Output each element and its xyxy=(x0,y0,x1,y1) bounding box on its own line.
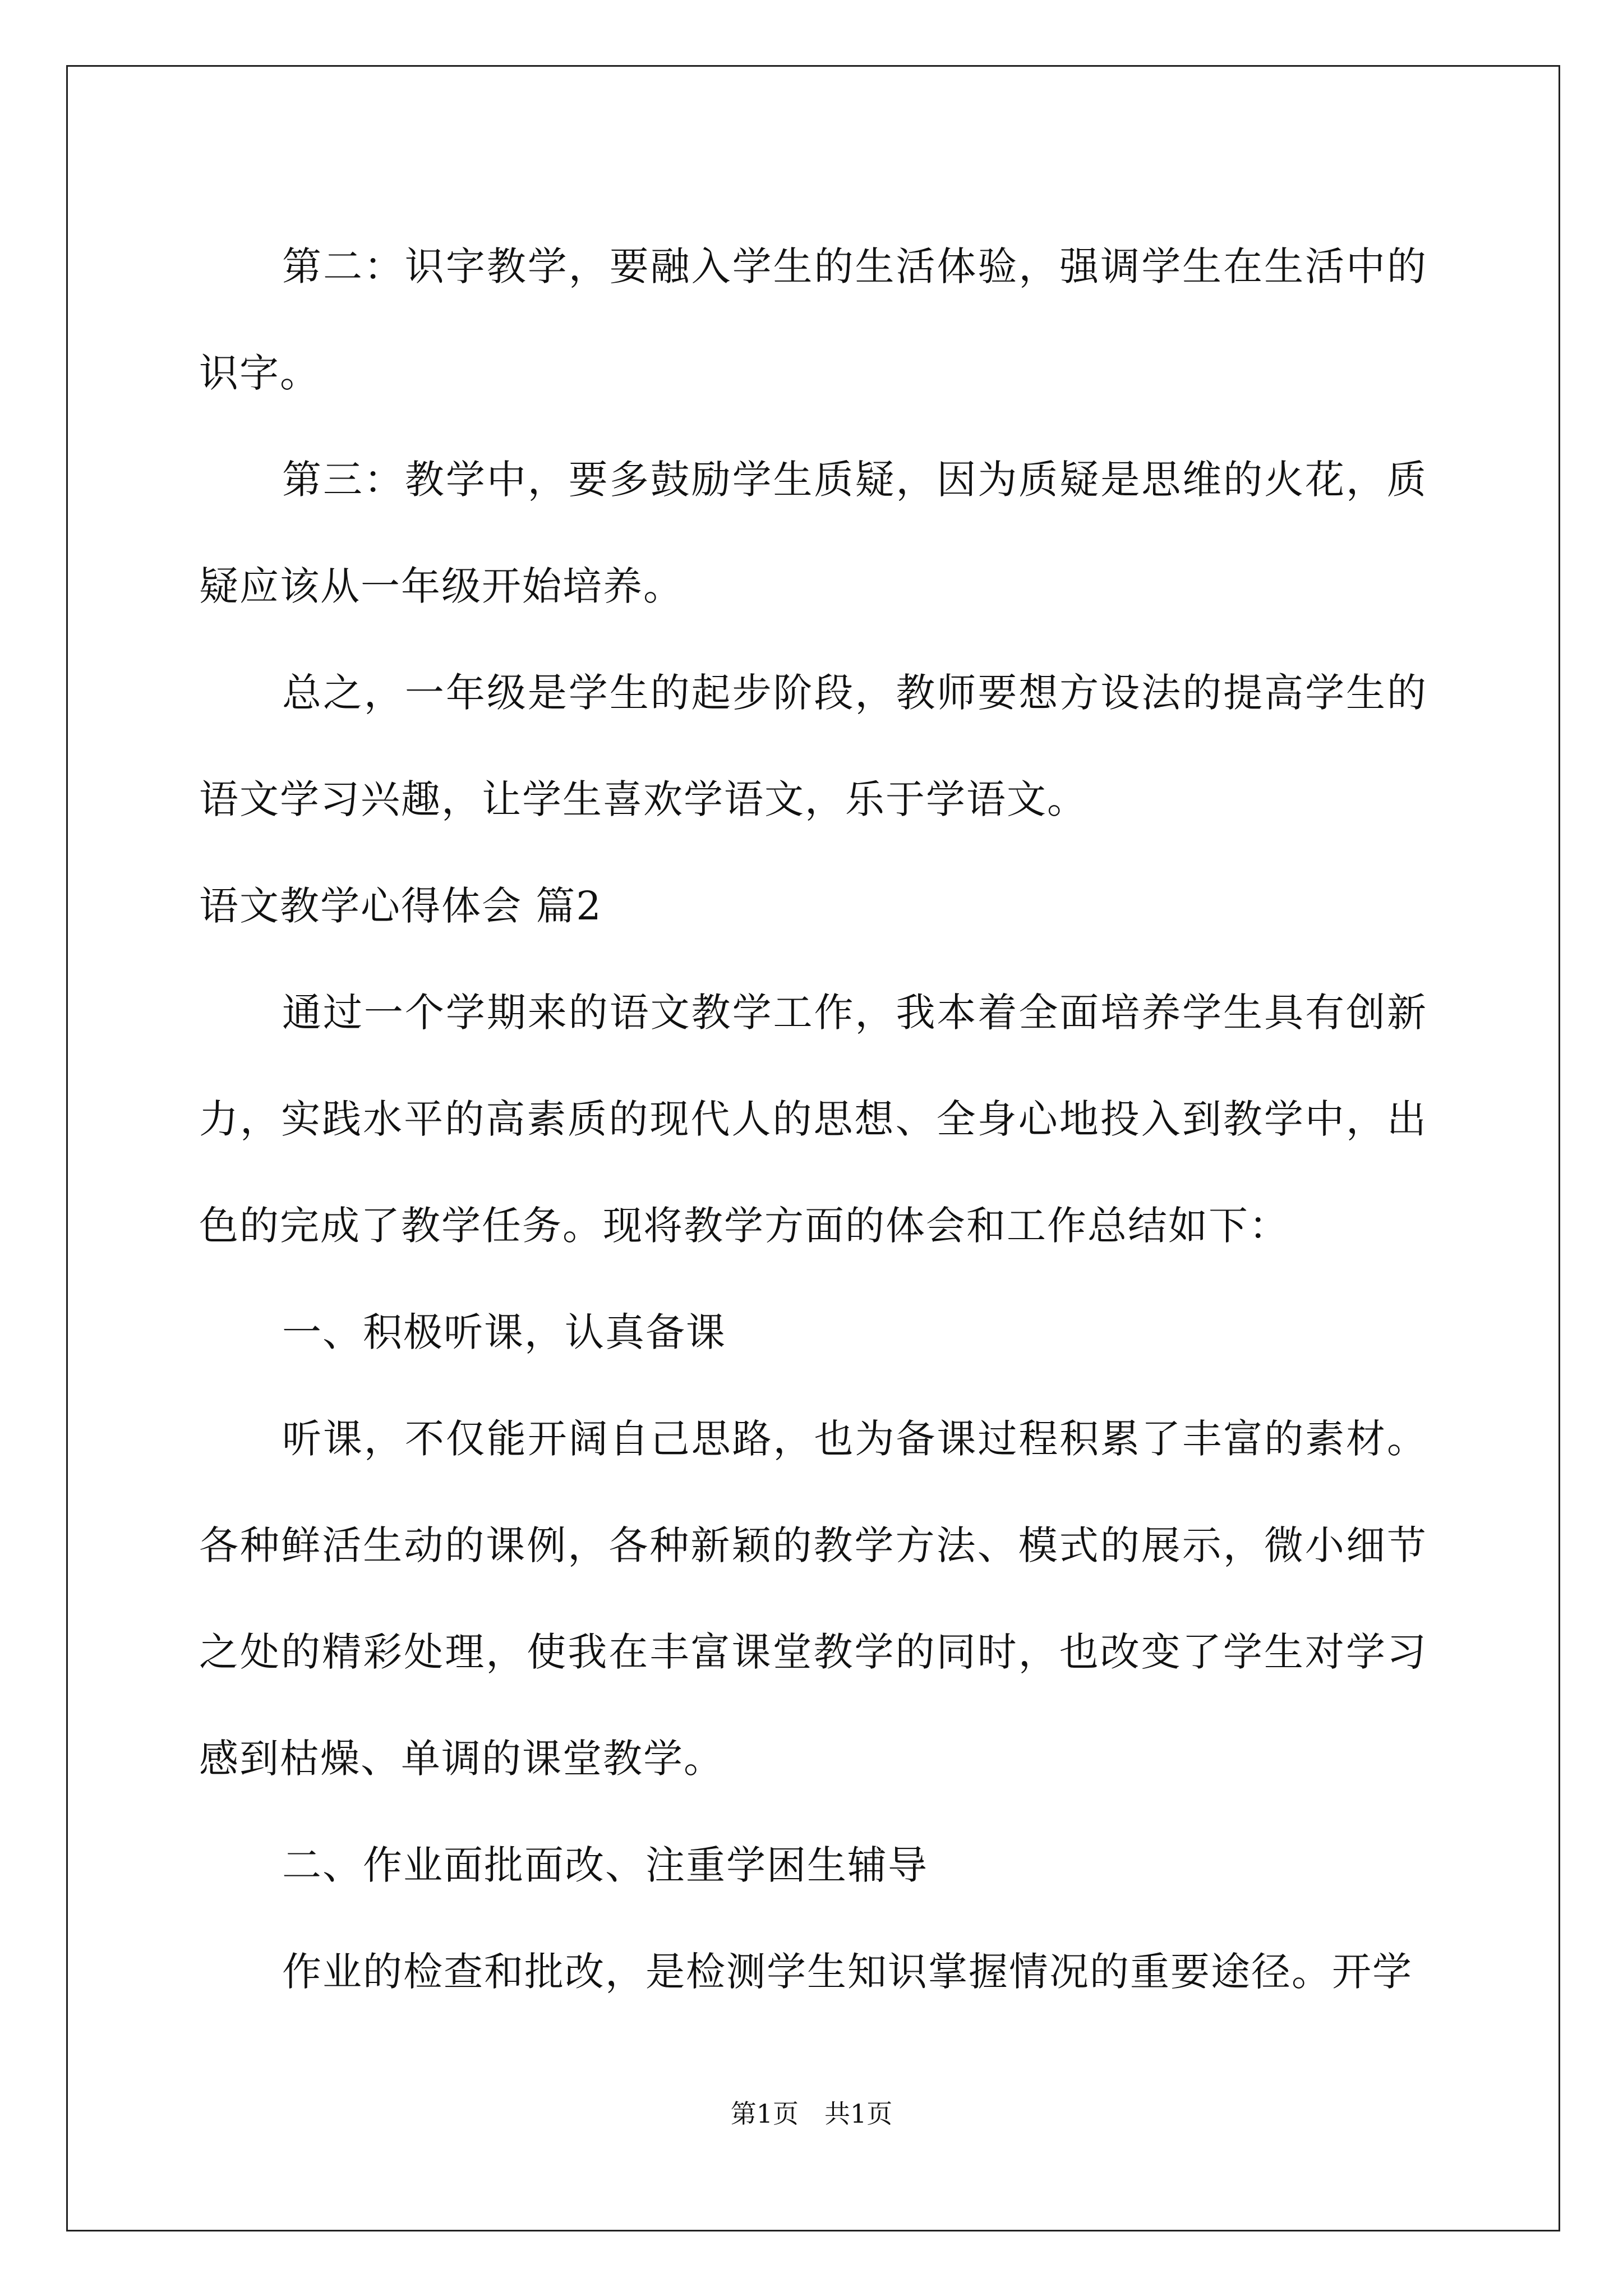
subheading-lesson-prep: 一、积极听课，认真备课 xyxy=(282,1309,726,1355)
paragraph-homework-check: 作业的检查和批改，是检测学生知识掌握情况的重要途径。开学 xyxy=(282,1949,1413,1995)
paragraph-summary: 总之，一年级是学生的起步阶段，教师要想方设法的提高学生的语文学习兴趣，让学生喜欢学语文，乐于学语文。 xyxy=(199,670,1427,822)
page-number-footer: 第1页 共1页 xyxy=(730,2099,893,2129)
paragraph-literacy-teaching: 第二：识字教学，要融入学生的生活体验，强调学生在生活中的识字。 xyxy=(199,243,1427,396)
paragraph-semester-intro: 通过一个学期来的语文教学工作，我本着全面培养学生具有创新力，实践水平的高素质的现代人的思想、全身心地投入到教学中，出色的完成了教学任务。现将教学方面的体会和工作总结如下： xyxy=(199,990,1427,1249)
subheading-homework: 二、作业面批面改、注重学困生辅导 xyxy=(282,1842,928,1888)
document-body xyxy=(199,213,1427,2025)
paragraph-questioning: 第三：教学中，要多鼓励学生质疑，因为质疑是思维的火花，质疑应该从一年级开始培养。 xyxy=(199,457,1427,609)
section-heading: 语文教学心得体会 篇2 xyxy=(199,883,602,929)
paragraph-observing-classes: 听课，不仅能开阔自己思路，也为备课过程积累了丰富的素材。各种鲜活生动的课例，各种新颖的教学方法、模式的展示，微小细节之处的精彩处理，使我在丰富课堂教学的同时，也改变了学生对学习感到枯燥、单调的课堂教学。 xyxy=(199,1416,1427,1782)
